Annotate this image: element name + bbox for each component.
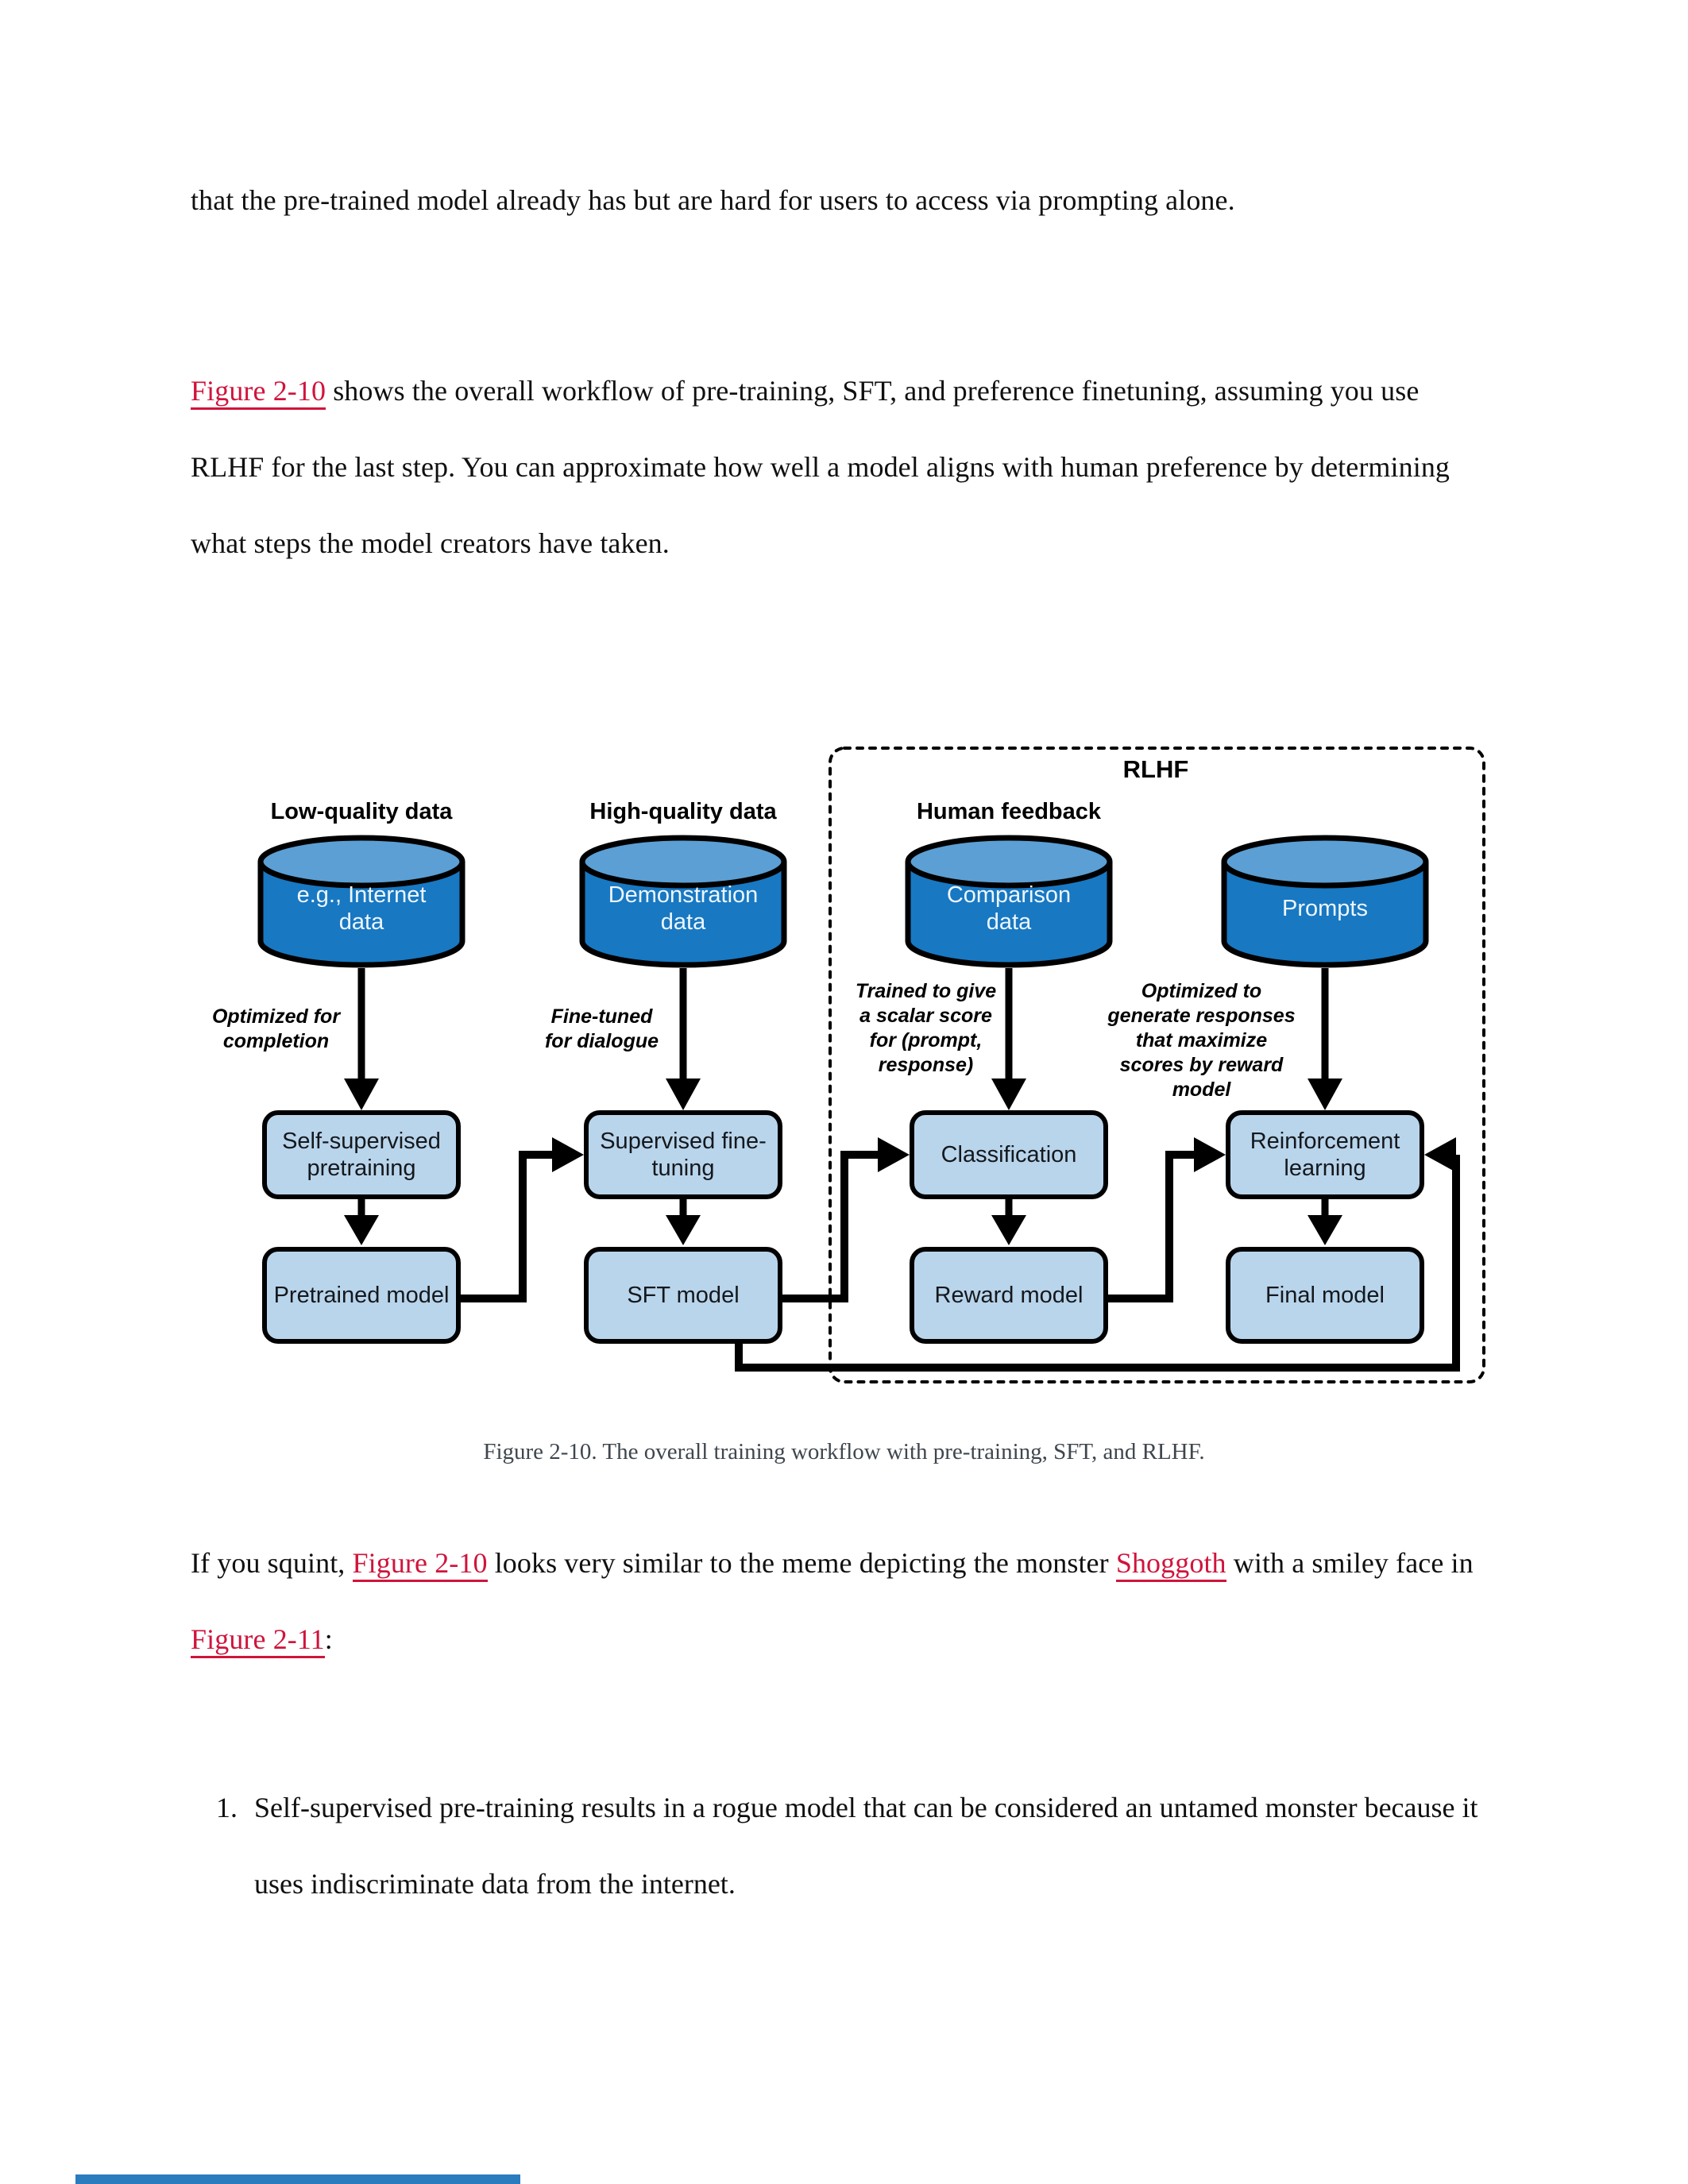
next-figure-partial-edge	[75, 2174, 520, 2184]
link-shoggoth[interactable]: Shoggoth	[1116, 1547, 1226, 1582]
arrow-prompts-to-rl	[1308, 968, 1342, 1110]
cylinder-label-internet-data: e.g., Internet data	[296, 882, 427, 935]
arrow-classification-to-reward	[991, 1199, 1026, 1245]
arrow-sft-to-sftmodel	[666, 1199, 701, 1245]
paragraph-squint	[191, 1525, 1497, 1677]
connector-reward-to-rl	[1108, 1137, 1226, 1298]
header-low-quality-data: Low-quality data	[270, 798, 453, 824]
link-figure-2-10[interactable]: Figure 2-10	[191, 375, 326, 410]
annotation-trained-scalar-score: Trained to give a scalar score for (prompt, response)	[855, 980, 997, 1076]
paragraph-squint-text-2: looks very similar to the meme depicting the monster	[487, 1547, 1116, 1579]
cylinder-label-comparison-data: Comparison data	[946, 882, 1072, 935]
cylinder-label-demonstration-data: Demonstration data	[608, 882, 759, 935]
box-pretrained-model: Pretrained model	[262, 1247, 461, 1344]
paragraph-squint-text-4: :	[324, 1623, 333, 1655]
figure-2-10-diagram	[183, 743, 1501, 1394]
box-supervised-fine-tuning: Supervised fine-tuning	[584, 1110, 782, 1199]
annotation-optimized-maximize-scores: Optimized to generate responses that maximize scores by reward model	[1107, 980, 1296, 1101]
box-self-supervised-pretraining: Self-supervised pretraining	[262, 1110, 461, 1199]
cylinder-label-prompts: Prompts	[1282, 895, 1368, 921]
connector-pretrained-to-sft	[461, 1137, 584, 1298]
link-figure-2-10-second[interactable]: Figure 2-10	[353, 1547, 488, 1582]
arrow-pretraining-to-pretrained	[344, 1199, 379, 1245]
paragraph-figure-ref-text: shows the overall workflow of pre-training, SFT, and preference finetuning, assuming you use RLHF for the last step. You can approximate how well a model aligns with human preference by determining what steps the model creators have taken.	[191, 375, 1450, 559]
box-reward-model: Reward model	[910, 1247, 1108, 1344]
rlhf-region-title: RLHF	[1122, 755, 1189, 783]
box-reinforcement-learning: Reinforcement learning	[1226, 1110, 1424, 1199]
link-figure-2-11[interactable]: Figure 2-11	[191, 1623, 325, 1658]
paragraph-figure-ref	[191, 353, 1497, 581]
paragraph-squint-text-3: with a smiley face in	[1226, 1547, 1474, 1579]
header-high-quality-data: High-quality data	[589, 798, 777, 824]
arrow-rl-to-final	[1308, 1199, 1342, 1245]
connector-sftmodel-to-classification	[782, 1137, 910, 1298]
box-classification: Classification	[910, 1110, 1108, 1199]
arrow-demonstration-to-sft	[666, 968, 701, 1110]
list-item-1-text: Self-supervised pre-training results in a rogue model that can be considered an untamed monster because it uses indiscriminate data from the internet.	[254, 1792, 1478, 1900]
paragraph-squint-text-1: If you squint,	[191, 1547, 353, 1579]
annotation-fine-tuned-for-dialogue: Fine-tuned for dialogue	[544, 1005, 659, 1052]
box-sft-model: SFT model	[584, 1247, 782, 1344]
list-item-1	[216, 1769, 1503, 1922]
paragraph-intro	[191, 162, 1497, 238]
list-item-1-number: 1.	[216, 1792, 238, 1823]
figure-2-10-caption: Figure 2-10. The overall training workflow with pre-training, SFT, and RLHF.	[483, 1439, 1205, 1464]
paragraph-intro-text: that the pre-trained model already has but are hard for users to access via prompting alone.	[191, 184, 1235, 216]
box-final-model: Final model	[1226, 1247, 1424, 1344]
header-human-feedback: Human feedback	[916, 798, 1102, 824]
annotation-optimized-for-completion: Optimized for completion	[211, 1005, 341, 1052]
